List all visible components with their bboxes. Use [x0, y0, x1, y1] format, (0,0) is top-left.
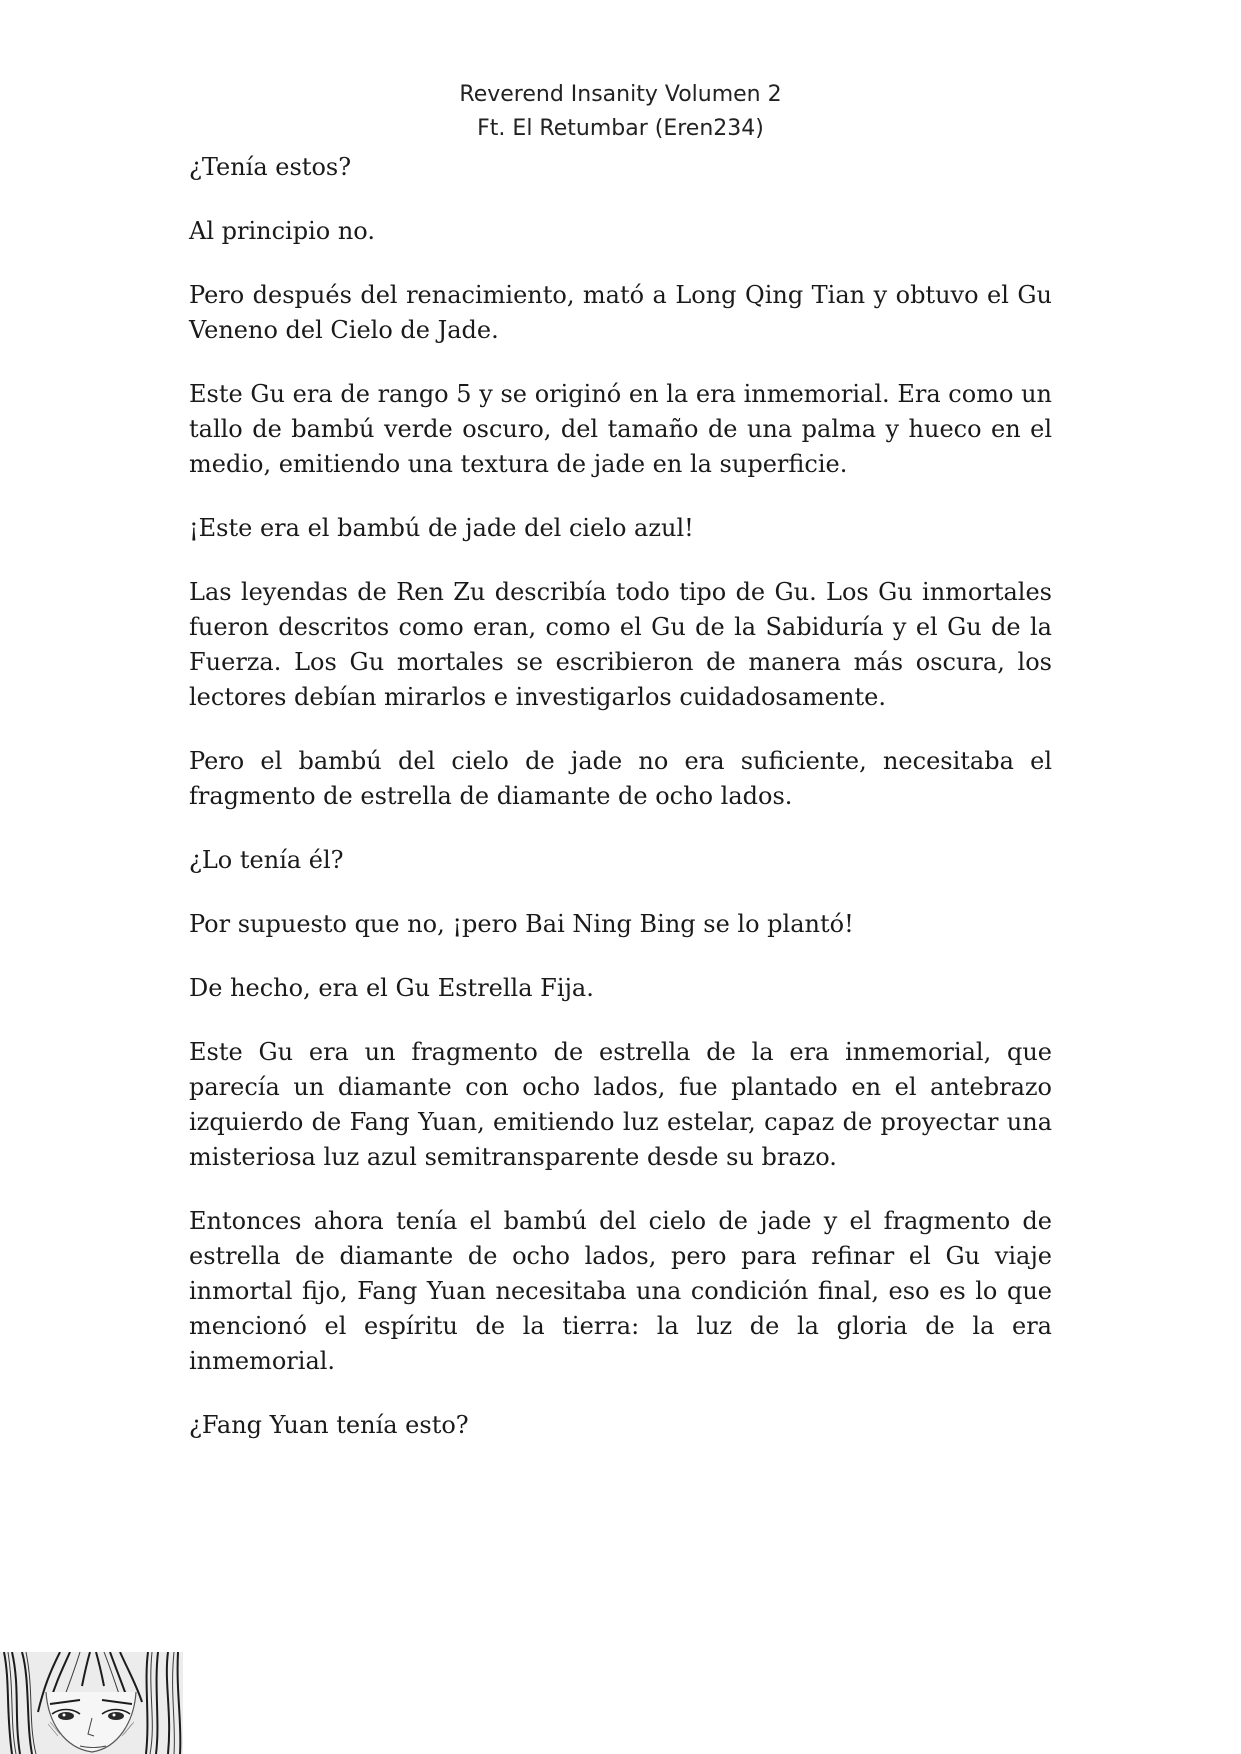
paragraph: Pero el bambú del cielo de jade no era suficiente, necesitaba el fragmento de estrella de diamante de ocho lados. — [189, 747, 1052, 810]
document-body — [189, 150, 1052, 1472]
paragraph: Por supuesto que no, ¡pero Bai Ning Bing se lo plantó! — [189, 910, 854, 938]
portrait-illustration — [0, 1652, 183, 1754]
paragraph: Este Gu era de rango 5 y se originó en la era inmemorial. Era como un tallo de bambú verde oscuro, del tamaño de una palma y hueco en el medio, emitiendo una textura de jade en la superficie. — [189, 380, 1052, 478]
header-credit: Ft. El Retumbar (Eren234) — [477, 116, 764, 141]
paragraph: De hecho, era el Gu Estrella Fija. — [189, 974, 594, 1002]
paragraph: Las leyendas de Ren Zu describía todo tipo de Gu. Los Gu inmortales fueron descritos como eran, como el Gu de la Sabiduría y el Gu de la Fuerza. Los Gu mortales se escribieron de manera más oscura, los lectores debían mirarlos e investigarlos cuidadosamente. — [189, 578, 1052, 711]
header-title: Reverend Insanity Volumen 2 — [459, 82, 782, 107]
manga-portrait-image — [0, 1652, 183, 1754]
page-header — [0, 78, 1241, 146]
paragraph: ¿Lo tenía él? — [189, 846, 344, 874]
paragraph: Entonces ahora tenía el bambú del cielo de jade y el fragmento de estrella de diamante de ocho lados, pero para refinar el Gu viaje inmortal fijo, Fang Yuan necesitaba una condición final, eso es lo que mencionó el espíritu de la tierra: la luz de la gloria de la era inmemorial. — [189, 1207, 1052, 1375]
paragraph: Este Gu era un fragmento de estrella de la era inmemorial, que parecía un diamante con ocho lados, fue plantado en el antebrazo izquierdo de Fang Yuan, emitiendo luz estelar, capaz de proyectar una misteriosa luz azul semitransparente desde su brazo. — [189, 1038, 1052, 1171]
paragraph: ¡Este era el bambú de jade del cielo azul! — [189, 514, 694, 542]
paragraph: Pero después del renacimiento, mató a Long Qing Tian y obtuvo el Gu Veneno del Cielo de Jade. — [189, 281, 1052, 344]
paragraph: Al principio no. — [189, 217, 375, 245]
paragraph: ¿Tenía estos? — [189, 153, 352, 181]
paragraph: ¿Fang Yuan tenía esto? — [189, 1411, 469, 1439]
